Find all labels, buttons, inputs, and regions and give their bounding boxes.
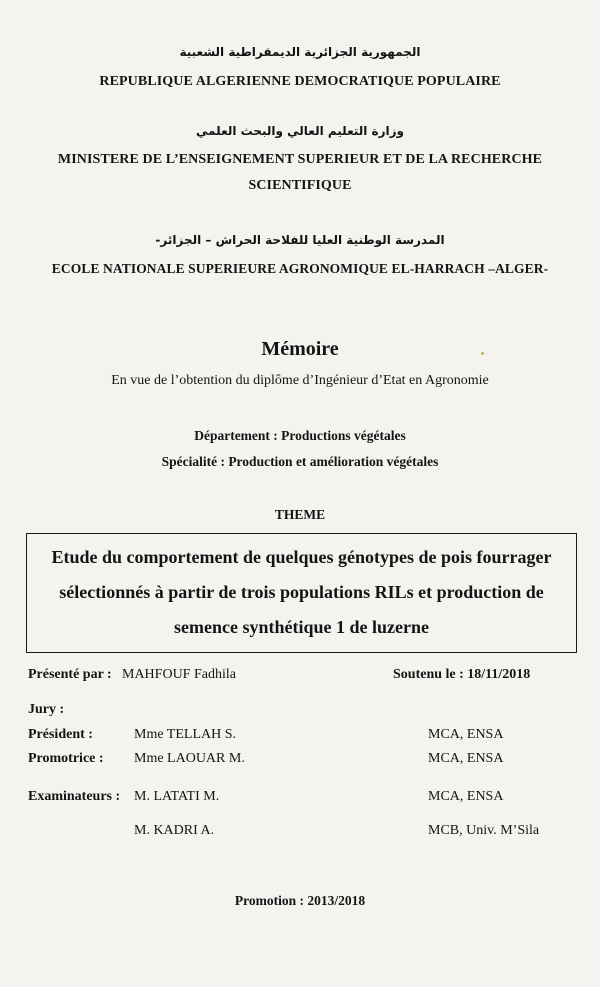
theme-text: Etude du comportement de quelques génotypes de pois fourrager sélectionnés à partir de trois populations RILs et production de semence synthétique 1 de luzerne (51, 547, 552, 637)
memoire-subtitle: En vue de l’obtention du diplôme d’Ingénieur d’Etat en Agronomie (111, 373, 489, 388)
jury-label: Jury : (28, 702, 65, 717)
promotion: Promotion : 2013/2018 (234, 893, 366, 908)
theme-box (26, 533, 577, 653)
jury-title-examinateur-1: MCA, ENSA (428, 789, 504, 804)
speciality: Spécialité : Production et amélioration végétales (161, 454, 439, 469)
republic-arabic: الجمهورية الجزائرية الديمقراطية الشعبية (179, 45, 421, 59)
memoire-title: Mémoire (261, 338, 339, 360)
republic-french: REPUBLIQUE ALGERIENNE DEMOCRATIQUE POPULAIRE (99, 74, 501, 89)
ministry-arabic: وزارة التعليم العالي والبحث العلمي (195, 124, 405, 138)
jury-role-promotrice: Promotrice : (28, 751, 104, 766)
presented-by-name: MAHFOUF Fadhila (122, 667, 236, 682)
department: Département : Productions végétales (194, 428, 406, 443)
jury-title-president: MCA, ENSA (428, 727, 504, 742)
jury-name-president: Mme TELLAH S. (134, 727, 237, 742)
defense-date: Soutenu le : 18/11/2018 (393, 667, 531, 682)
school-arabic: المدرسة الوطنية العليا للفلاحة الحراش – الجزائر- (155, 233, 445, 247)
presented-by-label: Présenté par : (28, 667, 112, 682)
jury-title-examinateur-2: MCB, Univ. M’Sila (428, 823, 540, 838)
school-french: ECOLE NATIONALE SUPERIEURE AGRONOMIQUE EL-HARRACH –ALGER- (51, 261, 549, 276)
jury-name-examinateur-2: M. KADRI A. (134, 823, 215, 838)
jury-name-examinateur-1: M. LATATI M. (134, 789, 220, 804)
ministry-french-line2: SCIENTIFIQUE (248, 178, 352, 193)
jury-role-examinateurs: Examinateurs : (28, 789, 121, 804)
jury-role-president: Président : (28, 727, 93, 742)
theme-label: THEME (274, 507, 326, 522)
ministry-french-line1: MINISTERE DE L’ENSEIGNEMENT SUPERIEUR ET DE LA RECHERCHE (57, 152, 543, 167)
jury-title-promotrice: MCA, ENSA (428, 751, 504, 766)
jury-name-promotrice: Mme LAOUAR M. (134, 751, 245, 766)
paper-speck (481, 352, 484, 355)
